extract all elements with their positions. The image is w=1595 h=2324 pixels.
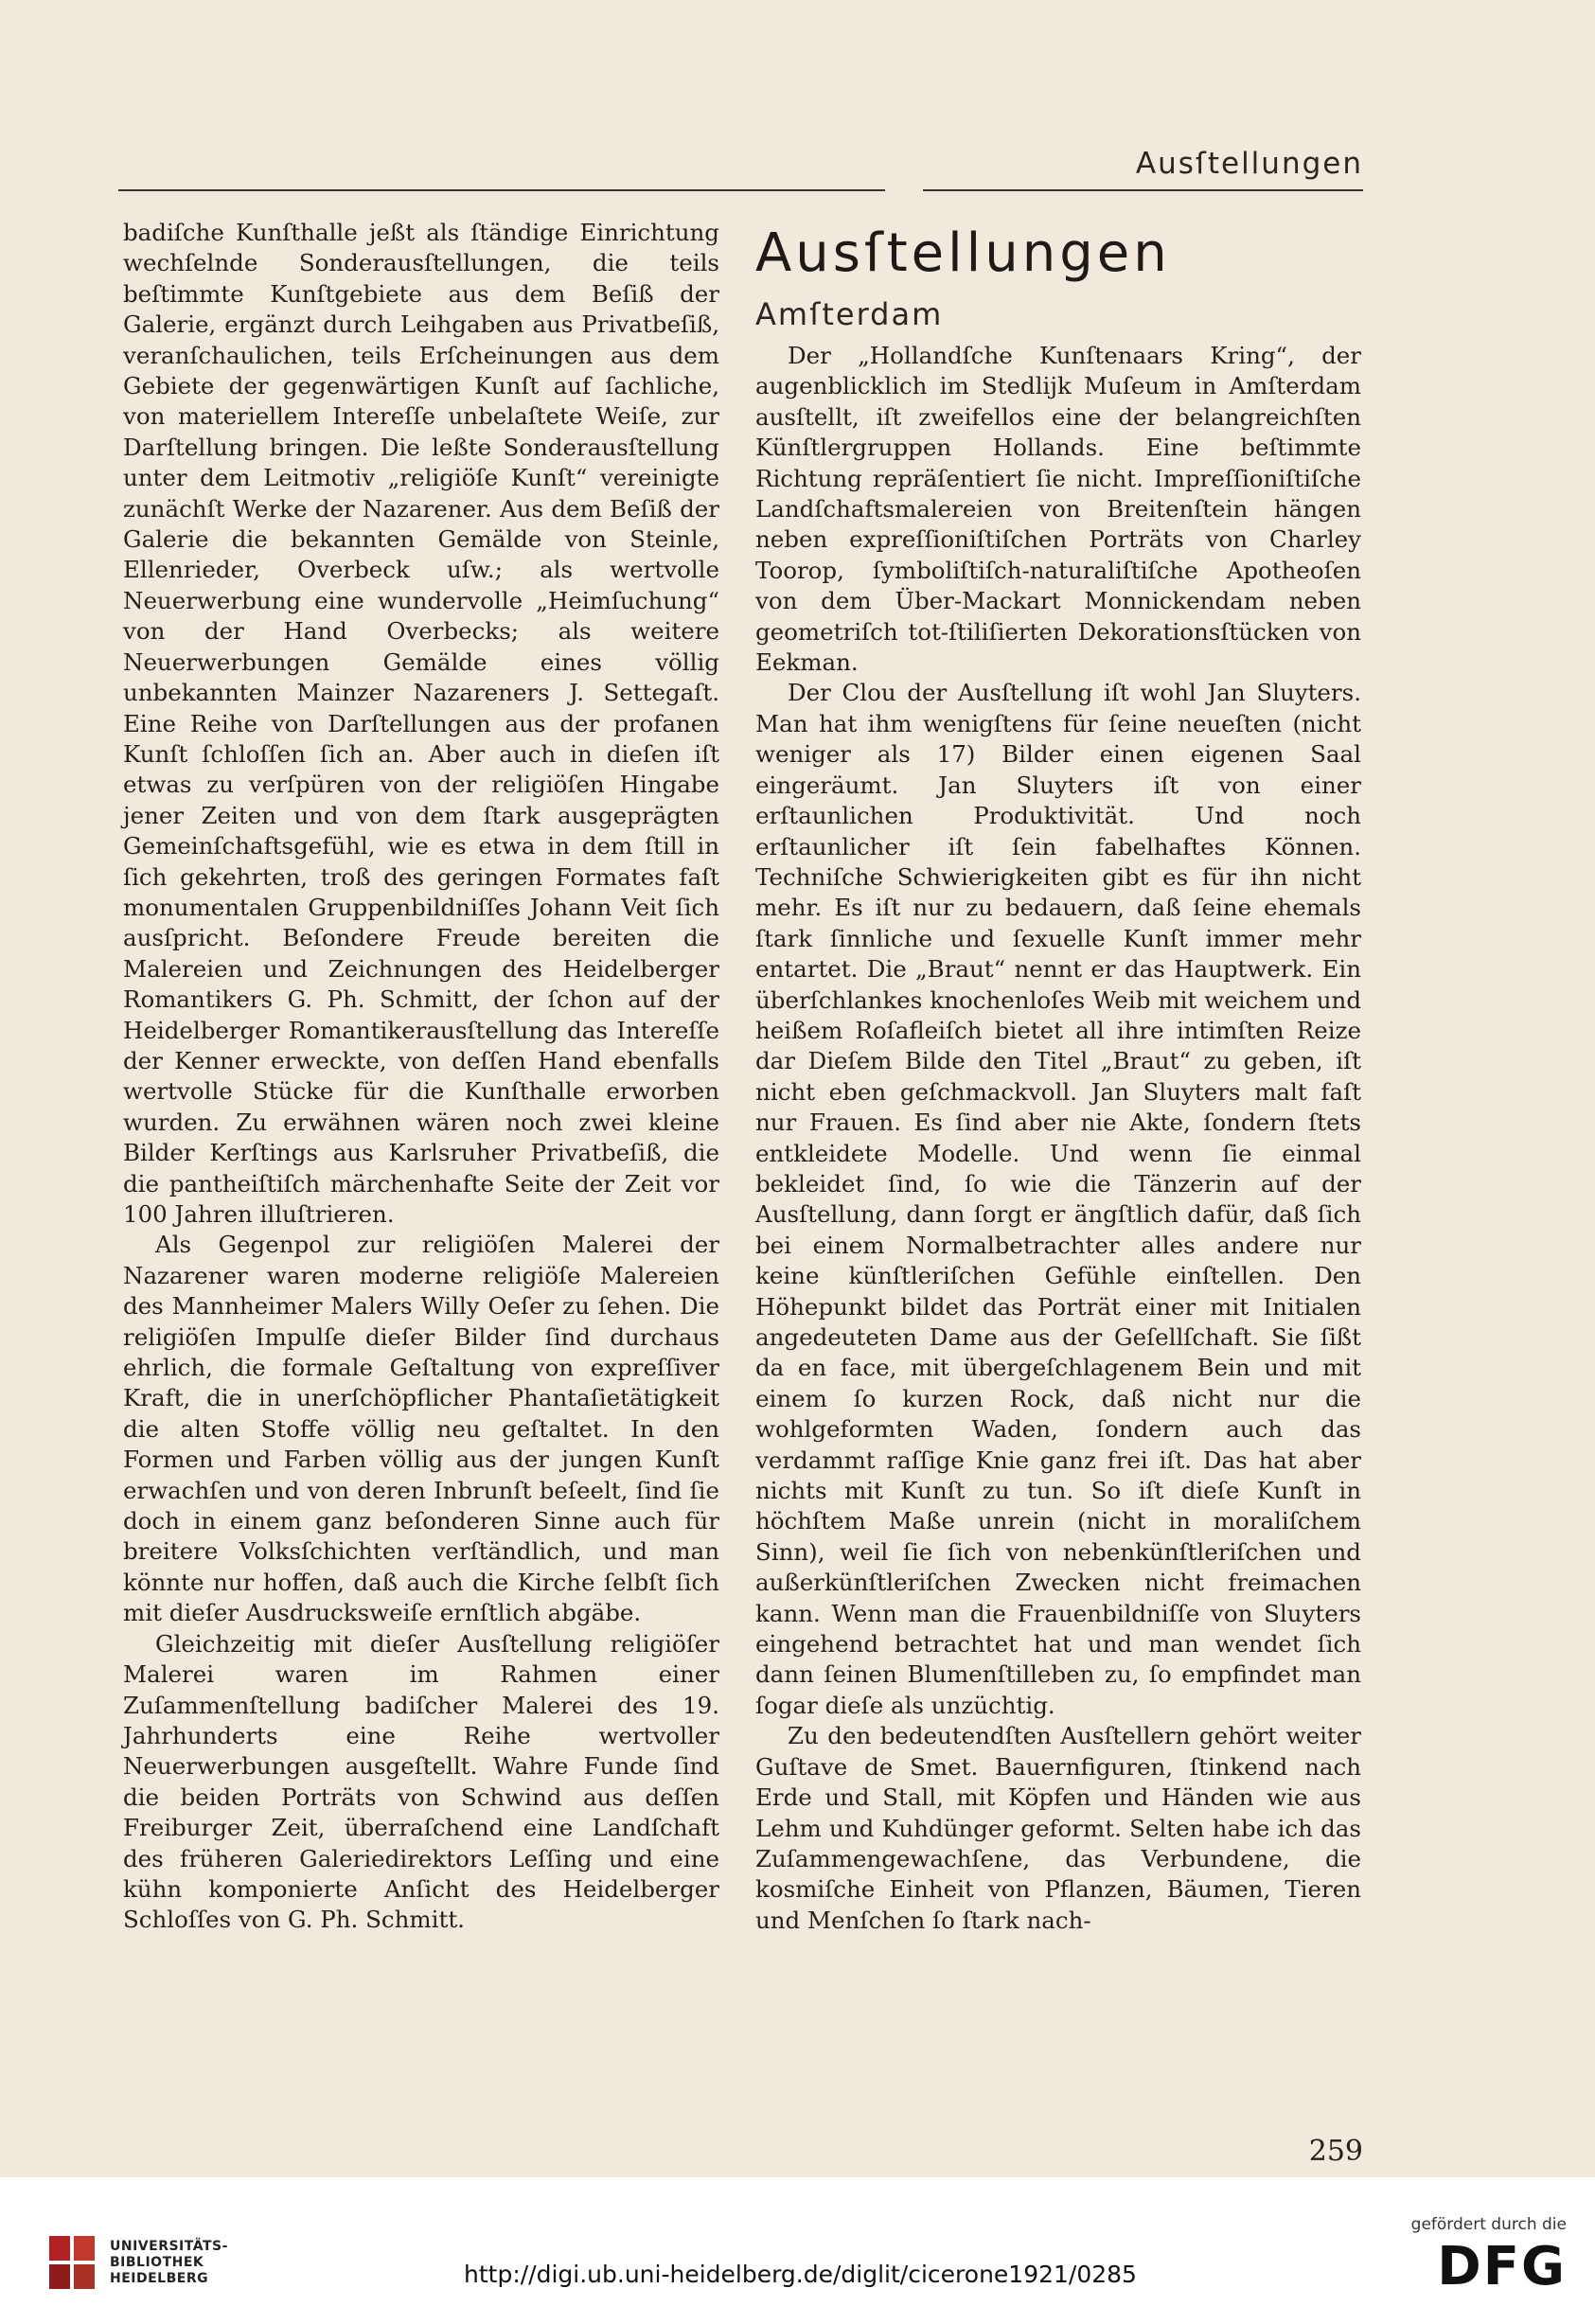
library-name-line-3: HEIDELBERG (110, 2270, 209, 2286)
source-url-link[interactable]: http://digi.ub.uni-heidelberg.de/diglit/cicerone1921/0285 (464, 2261, 1137, 2288)
dfg-wordmark: DFG (1437, 2236, 1567, 2297)
library-name (110, 2239, 228, 2287)
header-rule-left (118, 189, 885, 191)
running-head: Ausſtellungen (1135, 147, 1363, 181)
left-paragraph-2: Als Gegenpol zur religiöſen Malerei der Nazarener waren moderne religiöſe Malereien des Mannheimer Malers Willy Oeſer zu ſehen. Die religiöſen Impulſe dieſer Bilder ſind durchaus ehrlich, die formale Geſtaltung von expreſſiver Kraft, die in unerſchöpflicher Phantaſietätigkeit die alten Stoffe völlig neu geſtaltet. In den Formen und Farben völlig aus der jungen Kunſt erwachſen und von deren Inbrunſt beſeelt, ſind ſie doch in einem ganz beſonderen Sinne auch für breitere Volksſchichten verſtändlich, und man könnte nur hoffen, daß auch die Kirche ſelbſt ſich mit dieſer Ausdrucksweiſe ernſtlich abgäbe. (123, 1231, 719, 1627)
library-name-line-1: UNIVERSITÄTS- (110, 2238, 228, 2254)
left-column (123, 218, 719, 1936)
right-paragraph-3: Zu den bedeutendſten Ausſtellern gehört weiter Guſtave de Smet. Bauernfiguren, ſtinkend nach Erde und Stall, mit Köpfen und Händen wie aus Lehm und Kuhdünger geformt. Selten habe ich das Zuſammengewachſene, das Verbundene, die kosmiſche Einheit von Pflanzen, Bäumen, Tieren und Menſchen ſo ſtark nach- (755, 1722, 1361, 1934)
right-paragraph-2: Der Clou der Ausſtellung iſt wohl Jan Sluyters. Man hat ihm wenigſtens für ſeine neueſten (nicht weniger als 17) Bilder einen eigenen Saal eingeräumt. Jan Sluyters iſt von einer erſtaunlichen Produktivität. Und noch erſtaunlicher iſt ſein fabelhaftes Können. Techniſche Schwierigkeiten gibt es für ihn nicht mehr. Es iſt nur zu bedauern, daß ſeine ehemals ſtark ſinnliche und ſexuelle Kunſt immer mehr entartet. Die „Braut“ nennt er das Hauptwerk. Ein überſchlankes knochenloſes Weib mit weichem und heißem Roſafleiſch bietet all ihre intimſten Reize dar Dieſem Bilde den Titel „Braut“ zu geben, iſt nicht eben geſchmackvoll. Jan Sluyters malt faſt nur Frauen. Es ſind aber nie Akte, ſondern ſtets entkleidete Modelle. Und wenn ſie einmal bekleidet ſind, ſo wie die Tänzerin auf der Ausſtellung, dann ſorgt er ängſtlich dafür, daß ſich bei einem Normalbetrachter alles andere nur keine künſtleriſchen Gefühle einſtellen. Den Höhepunkt bildet das Porträt einer mit Initialen angedeuteten Dame aus der Geſellſchaft. Sie ſißt da en face, mit übergeſchlagenem Bein und mit einem ſo kurzen Rock, daß nicht nur die wohlgeformten Waden, ſondern auch das verdammt raſſige Knie ganz frei iſt. Das hat aber nichts mit Kunſt zu tun. So iſt dieſe Kunſt in höchſtem Maße unrein (nicht in moraliſchem Sinn), weil ſie ſich von nebenkünſtleriſchen und außerkünſtleriſchen Zwecken nicht freimachen kann. Wenn man die Frauenbildniſſe von Sluyters eingehend betrachtet hat und man wendet ſich dann ſeinen Blumenſtilleben zu, ſo empfindet man ſogar dieſe als unzüchtig. (755, 679, 1361, 1719)
page-number: 259 (1308, 2135, 1363, 2168)
right-column (755, 223, 1361, 1936)
section-title: Ausſtellungen (755, 222, 1171, 284)
library-seal-icon (47, 2234, 97, 2291)
library-logo[interactable] (47, 2234, 228, 2291)
left-paragraph-1: badiſche Kunſthalle jeßt als ſtändige Einrichtung wechſelnde Sonderausſtellungen, die teils beſtimmte Kunſtgebiete aus dem Beſiß der Galerie, ergänzt durch Leihgaben aus Privatbeſiß, veranſchaulichen, teils Erſcheinungen aus dem Gebiete der gegenwärtigen Kunſt auf ſachliche, von materiellem Intereſſe unbelaſtete Weiſe, zur Darſtellung bringen. Die leßte Sonderausſtellung unter dem Leitmotiv „religiöſe Kunſt“ vereinigte zunächſt Werke der Nazarener. Aus dem Beſiß der Galerie die bekannten Gemälde von Steinle, Ellenrieder, Overbeck uſw.; als wertvolle Neuerwerbung eine wundervolle „Heimſuchung“ von der Hand Overbecks; als weitere Neuerwerbungen Gemälde eines völlig unbekannten Mainzer Nazareners J. Settegaſt. Eine Reihe von Darſtellungen aus der profanen Kunſt ſchloſſen ſich an. Aber auch in dieſen iſt etwas zu verſpüren von der religiöſen Hingabe jener Zeiten und von dem ſtark ausgeprägten Gemeinſchaftsgefühl, wie es etwa in dem ſtill in ſich gekehrten, troß des geringen Formates faſt monumentalen Gruppenbildniſſes Johann Veit ſich ausſpricht. Beſondere Freude bereiten die Malereien und Zeichnungen des Heidelberger Romantikers G. Ph. Schmitt, der ſchon auf der Heidelberger Romantikerausſtellung das Intereſſe der Kenner erweckte, von deſſen Hand ebenfalls wertvolle Stücke für die Kunſthalle erworben wurden. Zu erwähnen wären noch zwei kleine Bilder Kerſtings aus Karlsruher Privatbeſiß, die die pantheiſtiſch märchenhafte Seite der Zeit vor 100 Jahren illuſtrieren. (123, 219, 719, 1228)
funding-label: gefördert durch die (1410, 2215, 1567, 2234)
subsection-heading: Amſterdam (755, 296, 944, 332)
left-paragraph-3: Gleichzeitig mit dieſer Ausſtellung religiöſer Malerei waren im Rahmen einer Zuſammenſtellung badiſcher Malerei des 19. Jahrhunderts eine Reihe wertvoller Neuerwerbungen ausgeſtellt. Wahre Funde ſind die beiden Porträts von Schwind aus deſſen Freiburger Zeit, überraſchend eine Landſchaft des früheren Galeriedirektors Leſſing und eine kühn komponierte Anſicht des Heidelberger Schloſſes von G. Ph. Schmitt. (123, 1629, 719, 1934)
header-rule-right (923, 189, 1363, 191)
right-paragraph-1: Der „Hollandſche Kunſtenaars Kring“, der augenblicklich im Stedlijk Muſeum in Amſterdam ausſtellt, iſt zweifellos eine der belangreichſten Künſtlergruppen Hollands. Eine beſtimmte Richtung repräſentiert ſie nicht. Impreſſioniſtiſche Landſchaftsmalereien von Breitenſtein hängen neben expreſſioniſtiſchen Porträts von Charley Toorop, ſymboliſtiſch-naturaliſtiſche Apotheoſen von dem Über-Mackart Monnickendam neben geometriſch tot-ſtiliſierten Dekorationsſtücken von Eekman. (755, 342, 1361, 677)
dfg-logo[interactable] (1411, 2215, 1567, 2295)
footer-bar (0, 2135, 1595, 2324)
library-name-line-2: BIBLIOTHEK (110, 2254, 204, 2270)
